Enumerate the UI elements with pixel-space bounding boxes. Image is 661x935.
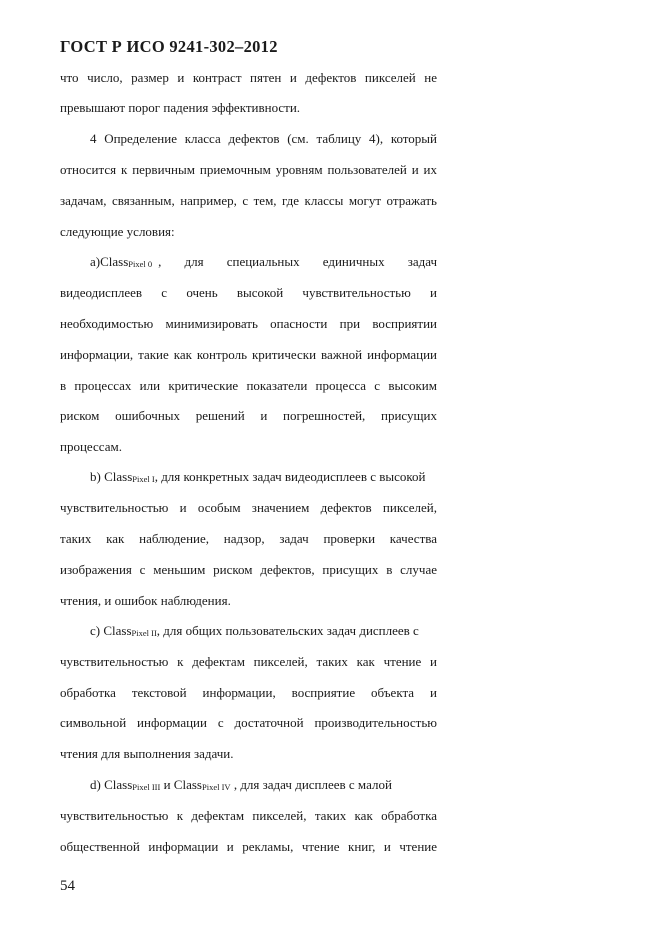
page-number: 54 [60,878,75,894]
text-fragment: b) Class [90,469,133,484]
page-header: ГОСТ Р ИСО 9241-302–2012 [60,37,278,56]
text-line: чтения для выполнения задачи. [60,746,234,761]
text-fragment: , для конкретных задач видеодисплеев с высокой [154,469,426,484]
text-line: таких как наблюдение, надзор, задач проверки качества [60,531,437,546]
list-item-b-first-line [90,469,437,487]
text-line: обработка текстовой информации, восприятие объекта и [60,685,437,700]
text-line: общественной информации и рекламы, чтение книг, и чтение [60,839,437,854]
text-line: чувствительностью и особым значением дефектов пикселей, [60,500,437,515]
list-item-a-first-line [90,254,437,272]
subscript: Pixel IV [201,782,231,792]
text-fragment: , для задач дисплеев с малой [230,777,392,792]
text-line: риском ошибочных решений и погрешностей, присущих [60,408,437,423]
text-fragment: c) Class [90,623,132,638]
subscript: Pixel II [131,628,157,638]
text-line: чувствительностью к дефектам пикселей, таких как обработка [60,808,437,823]
text-line: информации, такие как контроль критически важной информации [60,347,437,362]
text-line: что число, размер и контраст пятен и дефектов пикселей не [60,70,437,85]
text-fragment: и Class [160,777,202,792]
text-line: в процессах или критические показатели процесса с высоким [60,378,437,393]
text-fragment: a) [90,254,101,269]
subscript: Pixel III [132,782,161,792]
text-line: процессам. [60,439,122,454]
text-line: символьной информации с достаточной производительностью [60,715,437,730]
text-line: необходимостью минимизировать опасности при восприятии [60,316,437,331]
text-line: 4 Определение класса дефектов (см. таблицу 4), который [90,131,437,146]
text-fragment: d) Class [90,777,133,792]
text-fragment: Class [100,254,129,269]
text-line: задачам, связанным, например, с тем, где классы могут отражать [60,193,437,208]
text-line: изображения с меньшим риском дефектов, присущих в случае [60,562,437,577]
list-item-d-first-line [90,777,437,795]
class-label [100,254,152,272]
text-fragment: , для общих пользовательских задач дисплеев с [156,623,419,638]
text-line: видеодисплеев с очень высокой чувствительностью и [60,285,437,300]
text-line: относится к первичным приемочным уровням пользователей и их [60,162,437,177]
text-line: чтения, и ошибок наблюдения. [60,593,231,608]
text-fragment: , для специальных единичных задач [158,254,437,269]
text-line: чувствительностью к дефектам пикселей, таких как чтение и [60,654,437,669]
subscript: Pixel I [132,474,155,484]
list-item-c-first-line [90,623,437,641]
text-line: следующие условия: [60,224,175,239]
subscript: Pixel 0 [128,259,153,269]
text-line: превышают порог падения эффективности. [60,100,301,115]
